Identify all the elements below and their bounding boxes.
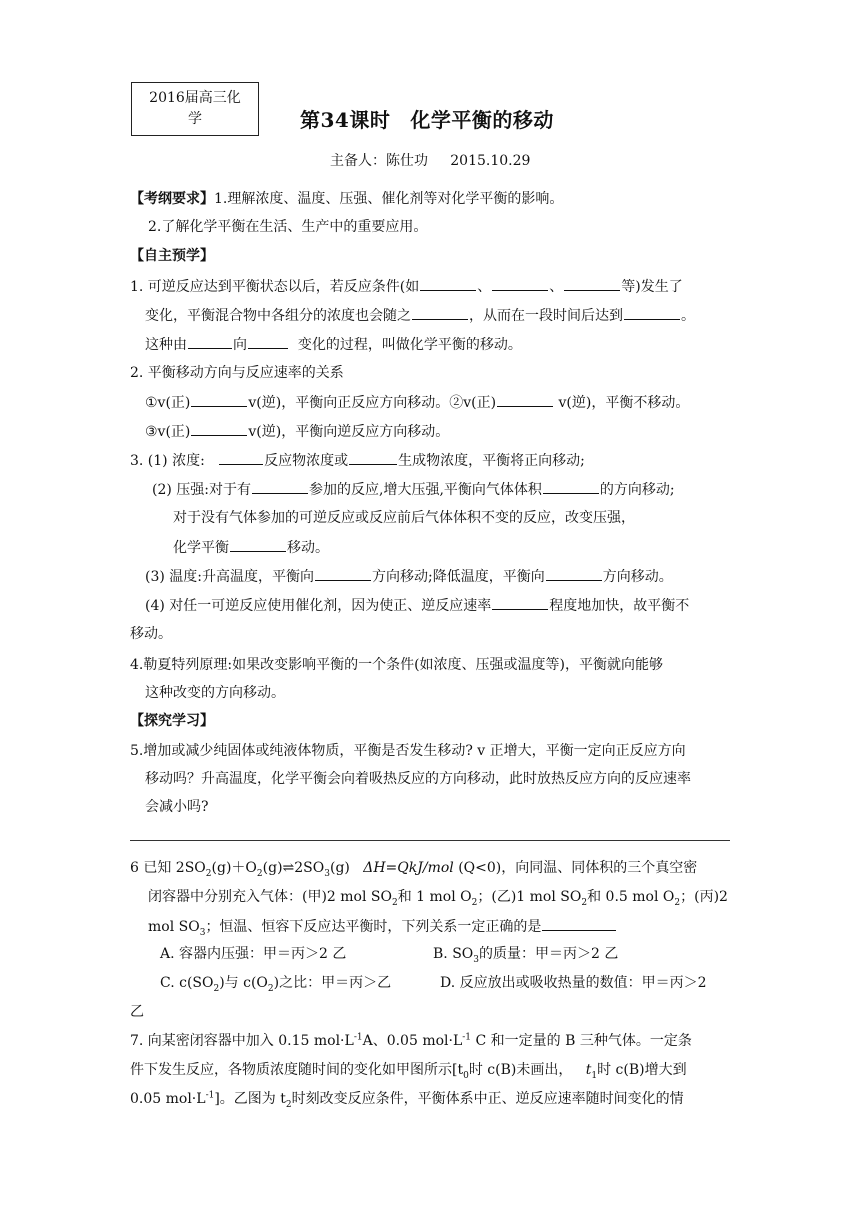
q3-2a: (2) 压强:对于有 — [152, 482, 251, 498]
class-label-box — [131, 82, 259, 136]
q6-line3: mol $SO_3$；恒温、恒容下反应达平衡时，下列关系一定正确的是 — [148, 916, 617, 937]
q3-2b: 参加的反应,增大压强,平衡向气体体积 — [309, 482, 542, 498]
blank[interactable] — [252, 479, 308, 494]
page-title — [300, 104, 554, 133]
q7-t4: 件下发生反应，各物质浓度随时间的变化如甲图所示[t — [130, 1062, 464, 1078]
q3-line2 — [152, 479, 675, 500]
blank[interactable] — [230, 537, 286, 552]
q6-t7: 闭容器中分别充入气体：(甲)2 mol SO — [148, 889, 392, 905]
q1-text-b: 、 — [477, 279, 492, 295]
q1-text-j: 变化的过程，叫做化学平衡的移动。 — [297, 337, 522, 353]
q3-4b: 程度地加快，故平衡不 — [549, 598, 690, 614]
q7-t7: 时 c(B)增大到 — [597, 1062, 687, 1078]
q3-4c: 移动。 — [130, 626, 172, 642]
blank[interactable] — [543, 479, 599, 494]
option-c: C. c(SO — [160, 975, 214, 991]
q6-t5: (g) — [329, 860, 350, 876]
blank[interactable] — [188, 334, 232, 349]
blank[interactable] — [492, 595, 548, 610]
q3-1c: 生成物浓度，平衡将正向移动; — [398, 453, 585, 469]
q6-t3: (g) — [262, 860, 283, 876]
lesson-number: 第34课时 — [300, 108, 391, 132]
blank[interactable] — [497, 392, 553, 407]
class-label-line2: 学 — [188, 111, 202, 127]
q6-line1: 6 已知 $2SO_2(g)+O_2(g)\rightleftharpoons 2SO_3(g)$ ΔH=QkJ/mol (Q<0)，向同温、同体积的三个真空密 — [130, 860, 698, 879]
option-c2: )与 c(O — [219, 975, 268, 991]
divider — [130, 840, 730, 841]
q2-b2: v(逆)，平衡向逆反应方向移动。 — [248, 424, 450, 440]
q3-line1 — [130, 450, 585, 471]
q3-2e: 化学平衡 — [173, 540, 229, 556]
blank[interactable] — [248, 334, 288, 349]
q6-t2: (g)＋O — [211, 860, 257, 876]
q2-b1: ③v(正) — [145, 424, 191, 440]
q7-line1: 7. 向某密闭容器中加入 0.15 $mol\cdot L^{-1}A$、0.05 $mol\cdot L^{-1}$ C 和一定量的 B 三种气体。一定条 — [130, 1032, 692, 1049]
tanjiu-label — [130, 711, 214, 731]
date: 2015.10.29 — [450, 153, 531, 169]
blank[interactable] — [315, 566, 371, 581]
q7-t6: t — [585, 1062, 592, 1078]
q5-line3 — [145, 797, 209, 817]
class-label-line1: 2016届高三化 — [149, 90, 241, 106]
q3-3a: (3) 温度:升高温度，平衡向 — [145, 569, 314, 585]
q6-delta-h: ΔH=QkJ/mol — [363, 860, 454, 876]
q5-c: 会减小吗? — [145, 799, 209, 815]
author-line — [330, 150, 530, 170]
answer-blank[interactable] — [542, 916, 616, 931]
q2-line1 — [145, 392, 689, 413]
q7-t10: 时刻改变反应条件，平衡体系中正、逆反应速率随时间变化的情 — [291, 1091, 684, 1107]
option-b: B. SO — [433, 946, 474, 962]
q1-text-i: 向 — [233, 337, 247, 353]
q3-3b: 方向移动;降低温度，平衡向 — [372, 569, 545, 585]
q5-a: 5.增加或减少纯固体或纯液体物质，平衡是否发生移动? v 正增大，平衡一定向正反应方向 — [130, 743, 686, 759]
q3-2f: 移动。 — [287, 540, 329, 556]
blank[interactable] — [420, 276, 476, 291]
q3-2d: 对于没有气体参加的可逆反应或反应前后气体体积不变的反应，改变压强， — [173, 510, 635, 526]
kaogang-item2: 2.了解化学平衡在生活、生产中的重要应用。 — [148, 219, 428, 235]
lesson-topic: 化学平衡的移动 — [410, 108, 554, 132]
author: 主备人：陈仕功 — [330, 153, 428, 169]
kaogang-item1: 1.理解浓度、温度、压强、催化剂等对化学平衡的影响。 — [214, 191, 564, 207]
q7-t9: ]。乙图为 t — [214, 1091, 286, 1107]
blank[interactable] — [219, 450, 263, 465]
q2-text: 2. 平衡移动方向与反应速率的关系 — [130, 365, 344, 381]
q6-t12: mol SO — [148, 919, 200, 935]
q7-t2: A、0.05 mol·L — [362, 1033, 463, 1049]
q4-b: 这种改变的方向移动。 — [145, 685, 285, 701]
q7-line2: 件下发生反应，各物质浓度随时间的变化如甲图所示[$t_0$时 c(B)未画出， $t_1$时 c(B)增大到 — [130, 1062, 687, 1081]
q3-line3 — [173, 508, 635, 528]
reversible-arrow-icon: ⇌ — [282, 860, 295, 876]
q6-line2: 闭容器中分别充入气体：(甲)2 mol $SO_2$和 1 mol $O_2$；(乙)1 mol $SO_2$和 0.5 mol $O_2$；(丙)2 — [148, 889, 728, 908]
q6-t6: (Q<0)，向同温、同体积的三个真空密 — [458, 860, 698, 876]
kaogang-label: 【考纲要求】 — [130, 191, 214, 207]
q6-option-b: B. $SO_3$的质量：甲＝丙＞2 乙 — [433, 946, 619, 965]
q2-heading — [130, 363, 344, 383]
q5-line2 — [145, 769, 691, 789]
q6-t10: 和 0.5 mol O — [587, 889, 675, 905]
zizhu-label — [130, 246, 214, 266]
option-a: A. 容器内压强：甲＝丙＞2 乙 — [160, 946, 347, 962]
q6-t13: ；恒温、恒容下反应达平衡时，下列关系一定正确的是 — [205, 919, 542, 935]
q6-option-d — [440, 973, 707, 993]
q6-t9: ；(乙)1 mol SO — [477, 889, 582, 905]
blank[interactable] — [349, 450, 397, 465]
option-b2: 的质量：甲＝丙＞2 乙 — [479, 946, 619, 962]
blank[interactable] — [191, 392, 247, 407]
q7-t5: 时 c(B)未画出， — [468, 1062, 573, 1078]
zizhu-heading: 【自主预学】 — [130, 248, 214, 264]
option-d: D. 反应放出或吸收热量的数值：甲＝丙＞2 — [440, 975, 707, 991]
blank[interactable] — [412, 305, 468, 320]
q1-text-a: 1. 可逆反应达到平衡状态以后，若反应条件(如 — [130, 279, 420, 295]
blank[interactable] — [191, 421, 247, 436]
q6-t4: 2SO — [294, 860, 325, 876]
blank[interactable] — [624, 305, 680, 320]
blank[interactable] — [546, 566, 602, 581]
kaogang-line1 — [130, 189, 563, 209]
q4-line2 — [145, 683, 285, 703]
tanjiu-heading: 【探究学习】 — [130, 713, 214, 729]
kaogang-line2 — [148, 217, 427, 237]
q7-t8: 0.05 mol·L — [130, 1091, 206, 1107]
blank[interactable] — [564, 276, 620, 291]
q4-a: 4.勒夏特列原理:如果改变影响平衡的一个条件(如浓度、压强或温度等)，平衡就向能够 — [130, 657, 663, 673]
q3-4a: (4) 对任一可逆反应使用催化剂，因为使正、逆反应速率 — [145, 598, 492, 614]
q2-line2 — [145, 421, 449, 442]
q6-t8: 和 1 mol O — [397, 889, 472, 905]
q7-t3: C 和一定量的 B 三种气体。一定条 — [475, 1033, 692, 1049]
q3-1b: 反应物浓度或 — [264, 453, 349, 469]
q1-text-c: 、 — [549, 279, 564, 295]
q3-1a: 3. (1) 浓度: — [130, 453, 205, 469]
q7-t1: 7. 向某密闭容器中加入 0.15 mol·L — [130, 1033, 354, 1049]
q1-text-e: 变化，平衡混合物中各组分的浓度也会随之 — [145, 308, 411, 324]
q1-text-h: 这种由 — [145, 337, 187, 353]
blank[interactable] — [492, 276, 548, 291]
q1-line1 — [130, 276, 683, 297]
q3-line4 — [173, 537, 329, 558]
q3-line6 — [145, 595, 689, 616]
q6-t11: ；(丙)2 — [680, 889, 728, 905]
option-d2: 乙 — [130, 1004, 144, 1020]
q2-a2: v(逆)，平衡向正反应方向移动。②v(正) — [248, 395, 497, 411]
q1-line3 — [145, 334, 522, 355]
q3-2c: 的方向移动; — [599, 482, 675, 498]
q6-t1: 6 已知 2SO — [130, 860, 206, 876]
q3-line5 — [145, 566, 673, 587]
q1-line2 — [145, 305, 695, 326]
q5-b: 移动吗？升高温度，化学平衡会向着吸热反应的方向移动，此时放热反应方向的反应速率 — [145, 771, 691, 787]
q6-option-d-cont — [130, 1002, 144, 1022]
q1-text-f: ，从而在一段时间后达到 — [469, 308, 623, 324]
q5-line1 — [130, 741, 686, 761]
q3-line7 — [130, 624, 172, 644]
option-c3: )之比：甲＝丙＞乙 — [273, 975, 392, 991]
q6-option-c: C. $c(SO_2)$与 $c(O_2)$之比：甲＝丙＞乙 — [160, 975, 392, 994]
q7-line3: 0.05 $mol\cdot L^{-1}$]。乙图为 $t_2$时刻改变反应条件，平衡体系中正、逆反应速率随时间变化的情 — [130, 1090, 684, 1110]
q2-a3: v(逆)，平衡不移动。 — [558, 395, 690, 411]
q2-a1: ①v(正) — [145, 395, 191, 411]
q1-text-d: 等)发生了 — [621, 279, 683, 295]
q6-options-ab — [160, 944, 346, 964]
q3-3c: 方向移动。 — [602, 569, 673, 585]
q4-line1 — [130, 655, 663, 675]
q1-text-g: 。 — [681, 308, 695, 324]
